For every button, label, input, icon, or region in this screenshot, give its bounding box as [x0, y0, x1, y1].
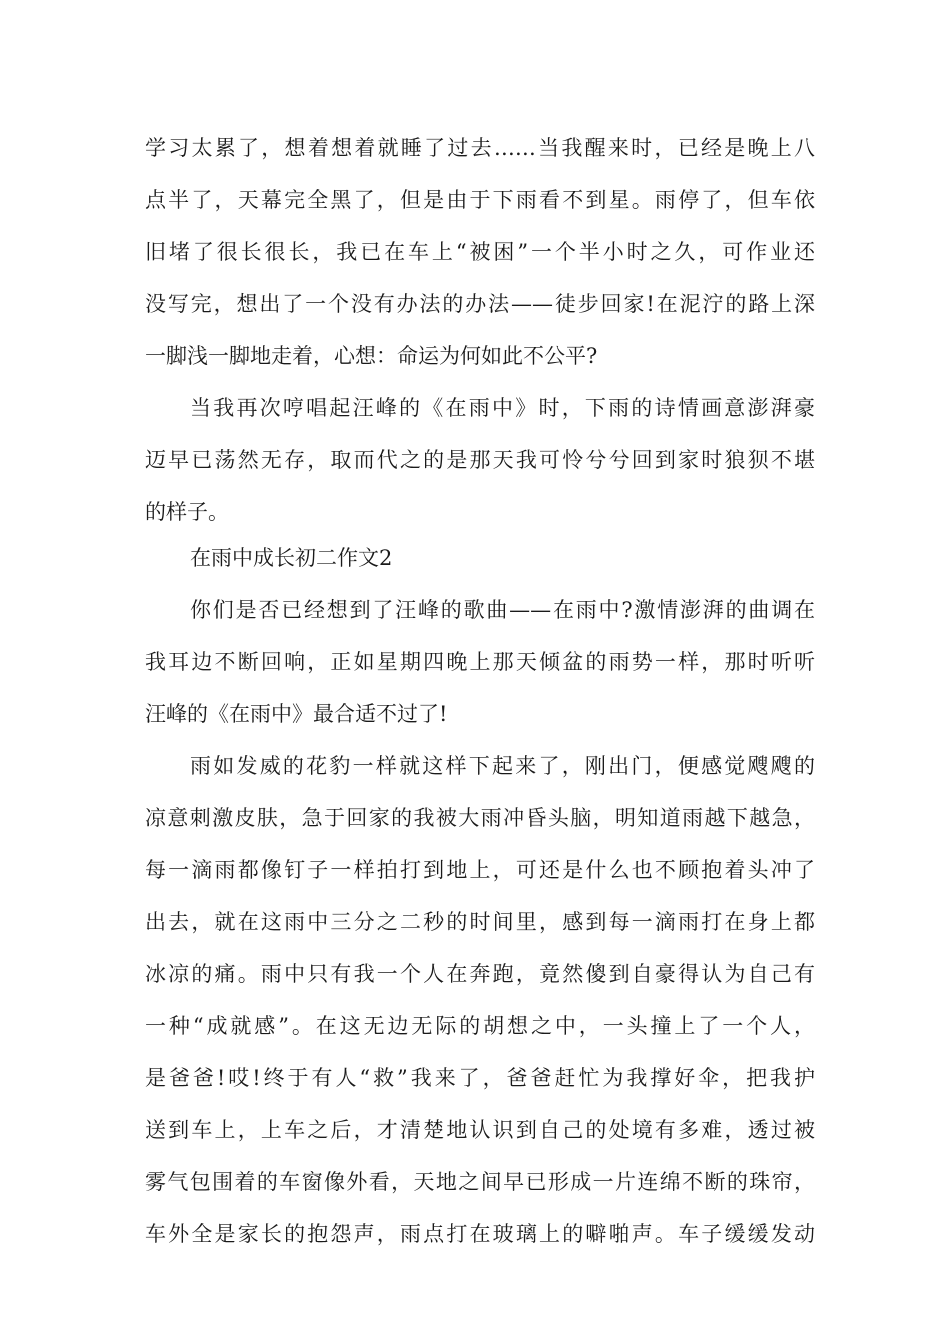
paragraph-4-line: 每一滴雨都像钉子一样拍打到地上，可还是什么也不顾抱着头冲了	[145, 858, 815, 882]
paragraph-3-line: 汪峰的《在雨中》最合适不过了!	[145, 702, 448, 726]
paragraph-2-line: 当我再次哼唱起汪峰的《在雨中》时，下雨的诗情画意澎湃豪	[190, 396, 815, 420]
paragraph-3-line: 我耳边不断回响，正如星期四晚上那天倾盆的雨势一样，那时听听	[145, 650, 815, 674]
paragraph-1-line: 点半了，天幕完全黑了，但是由于下雨看不到星。雨停了，但车依	[145, 188, 815, 212]
paragraph-2-line: 的样子。	[145, 500, 229, 524]
paragraph-4-line: 是爸爸!哎!终于有人“救”我来了，爸爸赶忙为我撑好伞，把我护	[145, 1066, 815, 1090]
paragraph-3-line: 你们是否已经想到了汪峰的歌曲——在雨中?激情澎湃的曲调在	[190, 598, 815, 622]
paragraph-1-line: 没写完，想出了一个没有办法的办法——徒步回家!在泥泞的路上深	[145, 292, 815, 316]
paragraph-4-line: 凉意刺激皮肤，急于回家的我被大雨冲昏头脑，明知道雨越下越急，	[145, 806, 815, 830]
paragraph-1-line: 学习太累了，想着想着就睡了过去……当我醒来时，已经是晚上八	[145, 136, 815, 160]
paragraph-4-line: 冰凉的痛。雨中只有我一个人在奔跑，竟然傻到自豪得认为自己有	[145, 962, 815, 986]
paragraph-1-line: 旧堵了很长很长，我已在车上“被困”一个半小时之久，可作业还	[145, 240, 815, 264]
paragraph-4-line: 送到车上，上车之后，才清楚地认识到自己的处境有多难，透过被	[145, 1118, 815, 1142]
paragraph-1-line: 一脚浅一脚地走着，心想：命运为何如此不公平?	[145, 344, 598, 368]
paragraph-4-line: 出去，就在这雨中三分之二秒的时间里，感到每一滴雨打在身上都	[145, 910, 815, 934]
paragraph-2-line: 迈早已荡然无存，取而代之的是那天我可怜兮兮回到家时狼狈不堪	[145, 448, 815, 472]
paragraph-4-line: 雾气包围着的车窗像外看，天地之间早已形成一片连绵不断的珠帘，	[145, 1170, 815, 1194]
paragraph-4-line: 一种“成就感”。在这无边无际的胡想之中，一头撞上了一个人，	[145, 1014, 815, 1038]
paragraph-4-line: 车外全是家长的抱怨声，雨点打在玻璃上的噼啪声。车子缓缓发动	[145, 1222, 815, 1246]
section-heading: 在雨中成长初二作文2	[190, 546, 393, 570]
paragraph-4-line: 雨如发威的花豹一样就这样下起来了，刚出门，便感觉飕飕的	[190, 754, 815, 778]
